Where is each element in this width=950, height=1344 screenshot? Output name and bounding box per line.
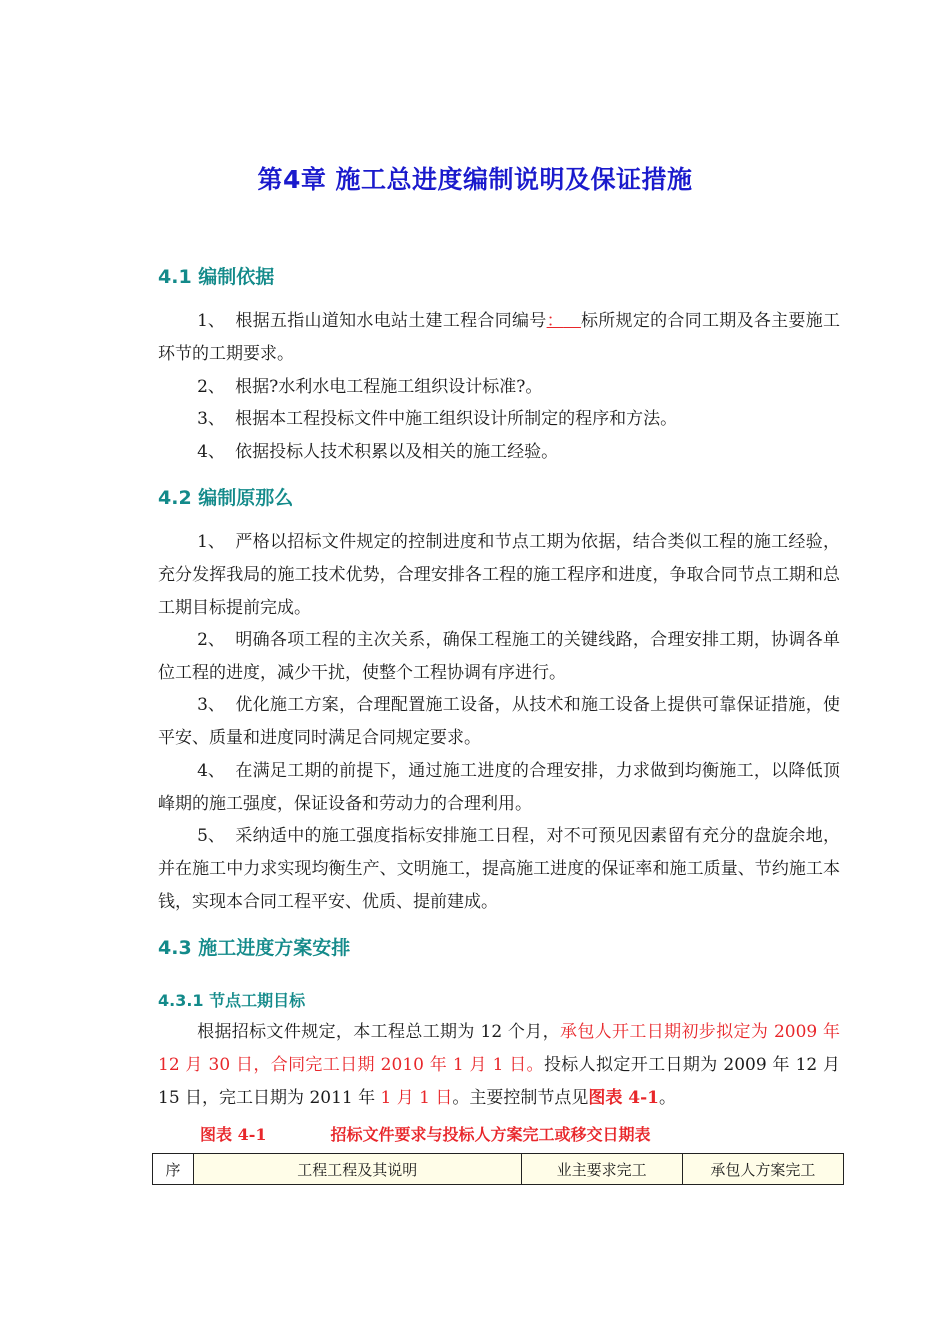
completion-date-table xyxy=(152,1153,844,1185)
section-4-2-item-4 xyxy=(158,755,840,821)
item-text: 采纳适中的施工强度指标安排施工日程，对不可预见因素留有充分的盘旋余地，并在施工中力求实现均衡生产、文明施工，提高施工进度的保证率和施工质量、节约施工本钱，实现本合同工程平安、优质、提前建成。 xyxy=(158,826,840,912)
item-number: 4、 xyxy=(197,442,225,462)
milestone-paragraph xyxy=(158,1016,840,1115)
table-header-cell: 承包人方案完工 xyxy=(682,1154,843,1185)
paragraph-text: 根据招标文件规定，本工程总工期为 12 个月， xyxy=(197,1022,560,1042)
completion-date-text: 1 月 1 日 xyxy=(380,1088,453,1108)
section-4-3-1-heading: 4.3.1 节点工期目标 xyxy=(158,991,306,1010)
table-header-cell: 序 xyxy=(153,1154,194,1185)
paragraph-text-cont: 投标人拟定开工日期为 2009 年 12 月 15 日，完工日期为 2011 年 xyxy=(158,1055,840,1108)
section-4-1-item-4 xyxy=(158,436,840,469)
section-4-3-heading: 4.3 施工进度方案安排 xyxy=(158,937,351,959)
item-text: 严格以招标文件规定的控制进度和节点工期为依据，结合类似工程的施工经验，充分发挥我局的施工技术优势，合理安排各工程的施工程序和进度，争取合同节点工期和总工期目标提前完成。 xyxy=(158,532,840,618)
section-4-1-item-1 xyxy=(158,305,840,371)
section-4-2-item-1 xyxy=(158,526,840,625)
paragraph-text-end: 。 xyxy=(659,1088,676,1108)
item-number: 5、 xyxy=(197,826,225,846)
item-number: 3、 xyxy=(197,695,225,715)
section-4-2-item-2 xyxy=(158,624,840,690)
table-reference: 图表 4-1 xyxy=(588,1088,659,1108)
section-4-1-item-3 xyxy=(158,403,840,436)
table-header-cell: 工程工程及其说明 xyxy=(194,1154,521,1185)
contract-dates-text: 承包人开工日期初步拟定为 2009 年 12 月 30 日，合同完工日期 2010 年 1 月 1 日。 xyxy=(158,1022,840,1075)
item-text: 优化施工方案，合理配置施工设备，从技术和施工设备上提供可靠保证措施，使平安、质量和进度同时满足合同规定要求。 xyxy=(158,695,840,748)
item-text: 根据本工程投标文件中施工组织设计所制定的程序和方法。 xyxy=(235,409,678,429)
section-4-2-heading: 4.2 编制原那么 xyxy=(158,487,294,509)
item-number: 1、 xyxy=(197,532,225,552)
item-text: 依据投标人技术积累以及相关的施工经验。 xyxy=(235,442,559,462)
section-4-2-item-5 xyxy=(158,820,840,919)
section-4-1-heading: 4.1 编制依据 xyxy=(158,266,275,288)
section-4-1-item-2 xyxy=(158,371,840,404)
table-caption xyxy=(200,1122,651,1145)
section-4-2-item-3 xyxy=(158,689,840,755)
contract-number-blank: ： xyxy=(546,311,564,331)
table-caption-label: 图表 4-1 xyxy=(200,1125,267,1144)
item-number: 1、 xyxy=(197,311,225,331)
paragraph-text-cont: 。主要控制节点见 xyxy=(452,1088,589,1108)
item-number: 3、 xyxy=(197,409,225,429)
item-number: 2、 xyxy=(197,377,225,397)
item-text: 根据五指山道知水电站土建工程合同编号 xyxy=(235,311,547,331)
item-number: 4、 xyxy=(197,761,225,781)
table-header-cell: 业主要求完工 xyxy=(521,1154,682,1185)
item-text: 根据?水利水电工程施工组织设计标准?。 xyxy=(235,377,543,397)
item-text-cont: 标所规定的合同工期及各主要施工环节的工期要求。 xyxy=(158,311,841,364)
table-caption-title: 招标文件要求与投标人方案完工或移交日期表 xyxy=(330,1125,651,1144)
item-number: 2、 xyxy=(197,630,225,650)
item-text: 明确各项工程的主次关系，确保工程施工的关键线路，合理安排工期，协调各单位工程的进度，减少干扰，使整个工程协调有序进行。 xyxy=(158,630,840,683)
chapter-title: 第4章 施工总进度编制说明及保证措施 xyxy=(257,165,693,194)
table-header-row xyxy=(153,1154,844,1185)
item-text: 在满足工期的前提下，通过施工进度的合理安排，力求做到均衡施工，以降低顶峰期的施工强度，保证设备和劳动力的合理利用。 xyxy=(158,761,840,814)
